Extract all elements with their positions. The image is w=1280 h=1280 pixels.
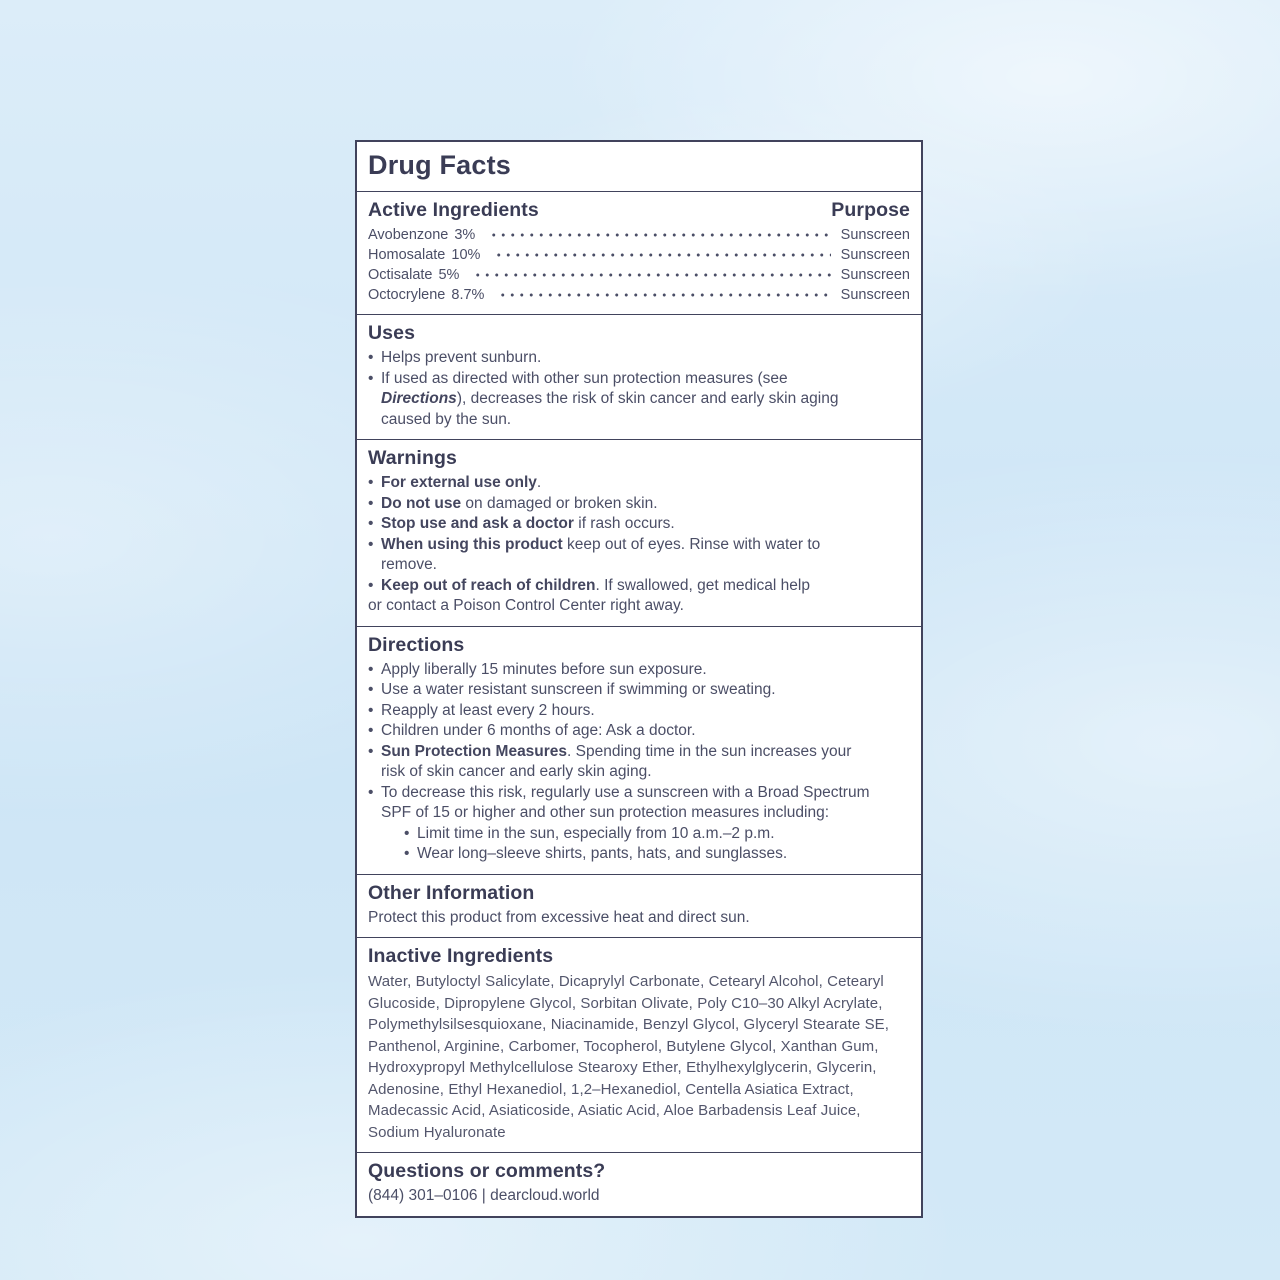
dotted-leader (489, 231, 830, 239)
section-warnings (357, 439, 921, 626)
warning-text: keep out of eyes. Rinse with water to remove. (381, 535, 821, 573)
section-questions (357, 1152, 921, 1216)
direction-sub-bullet (404, 824, 910, 845)
section-other-information (357, 874, 921, 938)
uses-bullet-text: Helps prevent sunburn. (381, 349, 542, 366)
other-information-text: Protect this product from excessive heat and direct sun. (368, 908, 750, 926)
ingredient-percent: 10% (451, 247, 481, 263)
ingredient-purpose: Sunscreen (840, 247, 910, 263)
direction-bullet (368, 660, 910, 681)
uses-heading: Uses (368, 322, 416, 344)
direction-text: Children under 6 months of age: Ask a doctor. (381, 722, 696, 739)
ingredient-purpose: Sunscreen (840, 267, 910, 283)
warning-bold: When using this product (381, 535, 563, 553)
drug-facts-title: Drug Facts (368, 150, 512, 180)
direction-text: Apply liberally 15 minutes before sun exposure. (381, 660, 707, 678)
direction-bullet (368, 783, 910, 824)
uses-bullet-text: If used as directed with other sun protection measures (see (381, 369, 788, 387)
direction-text: Reapply at least every 2 hours. (381, 701, 595, 719)
ingredient-name: Octocrylene (368, 287, 446, 303)
direction-bullet (368, 721, 910, 742)
ingredient-purpose: Sunscreen (840, 287, 910, 303)
dotted-leader (494, 251, 830, 259)
inactive-ingredients-heading: Inactive Ingredients (368, 945, 554, 967)
section-active-ingredients (357, 191, 921, 314)
ingredient-purpose: Sunscreen (840, 227, 910, 243)
warnings-continuation: or contact a Poison Control Center right away. (368, 597, 684, 614)
uses-bullet (368, 348, 910, 369)
warning-bullet (368, 514, 910, 535)
direction-text: Use a water resistant sunscreen if swimming or sweating. (381, 681, 776, 698)
warning-text: . If swallowed, get medical help (595, 576, 810, 594)
direction-sub-bullet (404, 844, 910, 865)
direction-bullet (368, 680, 910, 701)
ingredient-row (368, 245, 910, 265)
questions-contact: (844) 301–0106 | dearcloud.world (368, 1187, 600, 1204)
direction-sub-text: • Wear long–sleeve shirts, pants, hats, and sunglasses. (417, 845, 788, 862)
uses-bullet-text: ), decreases the risk of skin cancer and early skin aging caused by the sun. (381, 390, 839, 428)
warning-text: on damaged or broken skin. (461, 494, 658, 512)
ingredient-row (368, 285, 910, 305)
ingredient-percent: 3% (454, 227, 476, 243)
other-information-heading: Other Information (368, 881, 535, 904)
section-uses (357, 314, 921, 439)
ingredient-name: Homosalate (368, 247, 446, 263)
direction-sub-text: • Limit time in the sun, especially from 10 a.m.–2 p.m. (417, 824, 775, 842)
warning-bullet (368, 494, 910, 515)
purpose-heading: Purpose (831, 199, 910, 221)
section-inactive-ingredients (357, 937, 921, 1152)
ingredient-percent: 5% (438, 267, 460, 283)
direction-text: . Spending time in the sun increases your risk of skin cancer and early skin aging. (381, 742, 852, 780)
warning-bold: Do not use (381, 494, 462, 512)
direction-bullet (368, 701, 910, 722)
section-title (357, 142, 921, 191)
uses-bullet (368, 369, 910, 431)
ingredient-name: Avobenzone (368, 227, 449, 243)
warning-bullet (368, 473, 910, 494)
active-ingredients-heading: Active Ingredients (368, 199, 539, 221)
ingredient-name: Octisalate (368, 267, 433, 283)
warning-bullet (368, 535, 910, 576)
warning-bullet (368, 576, 910, 597)
uses-bullet-emphasis: Directions (381, 390, 457, 407)
drug-facts-label (355, 140, 923, 1218)
questions-heading: Questions or comments? (368, 1160, 606, 1182)
direction-bold: Sun Protection Measures (381, 742, 568, 760)
direction-text: To decrease this risk, regularly use a sunscreen with a Broad Spectrum SPF of 15 or higher and other sun protection measures including: (381, 783, 870, 821)
warning-text: . (536, 474, 542, 491)
ingredient-row (368, 265, 910, 285)
warning-text: if rash occurs. (573, 515, 675, 532)
ingredient-row (368, 225, 910, 245)
warnings-heading: Warnings (368, 447, 457, 469)
ingredient-percent: 8.7% (451, 287, 485, 303)
warning-bold: For external use only (381, 474, 537, 491)
directions-heading: Directions (368, 633, 465, 656)
dotted-leader (473, 271, 830, 279)
inactive-ingredients-text: Water, Butyloctyl Salicylate, Dicaprylyl Carbonate, Cetearyl Alcohol, Cetearyl Glucoside, Dipropylene Glycol, Sorbitan Olivate, Poly C10–30 Alkyl Acrylate, Polymethylsilsesquioxane, Niacinamide, Benzyl Glycol, Glyceryl Stearate SE, Panthenol, Arginine, Carbomer, Tocopherol, Butylene Glycol, Xanthan Gum, Hydroxypropyl Methylcellulose Stearoxy Ether, Ethylhexylglycerin, Glycerin, Adenosine, Ethyl Hexanediol, 1,2–Hexanediol, Centella Asiatica Extract, Madecassic Acid, Asiaticoside, Asiatic Acid, Aloe Barbadensis Leaf Juice, Sodium Hyaluronate (368, 973, 890, 1141)
warning-bold: Stop use and ask a doctor (381, 515, 574, 532)
dotted-leader (498, 291, 830, 299)
warning-bold: Keep out of reach of children (381, 576, 596, 594)
section-directions (357, 626, 921, 874)
direction-bullet (368, 742, 910, 783)
